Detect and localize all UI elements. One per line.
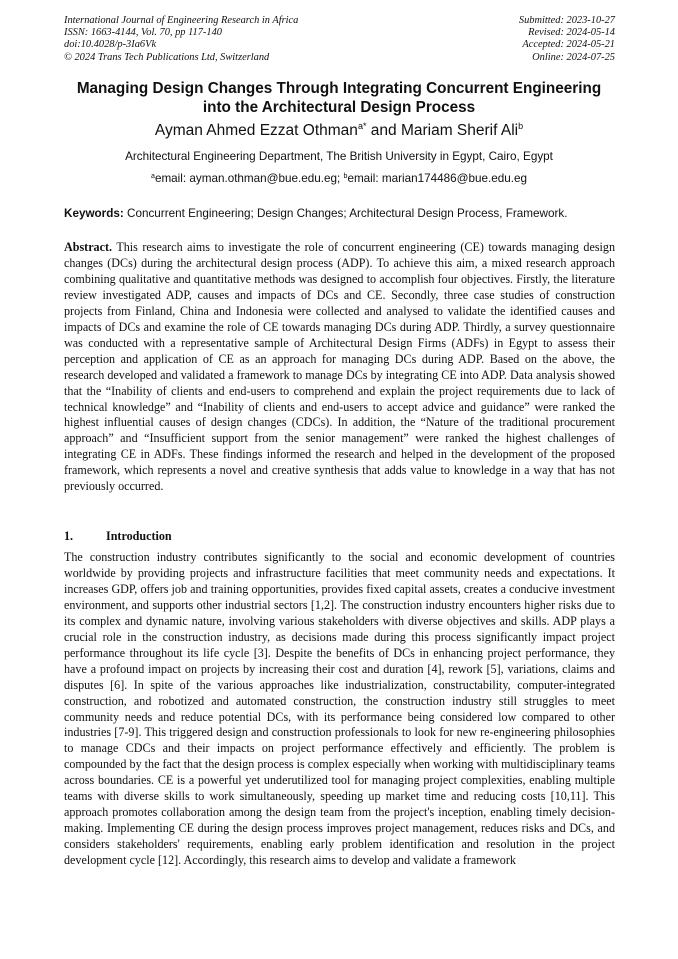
section-title: Introduction	[106, 529, 172, 543]
author-emails	[40, 171, 638, 186]
paper-title	[50, 80, 628, 117]
keywords-label: Keywords:	[64, 207, 124, 220]
submitted-date: Submitted: 2023-10-27	[518, 15, 615, 26]
introduction-paragraph: The construction industry contributes significantly to the social and economic development of countries worldwide by providing projects and infrastructure facilities that meet community needs and expectations. It increases GDP, offers job and training opportunities, provides fixed capital assets, creates a conducive investment environment, and supports other industrial sectors [1,2]. The construction industry encounters higher risks due to its complex and dynamic nature, involving various stakeholders with diverse objectives and skills. ADP plays a crucial role in the construction industry, as decisions made during this process significantly impact project performance throughout its life cycle [3]. Despite the benefits of DCs in enhancing project performance, they have a profound impact on projects by increasing their cost and duration [4], rework [5], variations, claims and disputes [6]. In spite of the various approaches like industrialization, constructability, computer-integrated construction, and robotized and automated construction, the construction industry still struggles to meet community needs and reduce potential DCs, with its performance being considered low compared to other industries [7-9]. This triggered design and construction professionals to look for new re-engineering philosophies to manage CDCs and their impacts on project performance effectively and efficiently. The problem is compounded by the fact that the design process is complex especially when working with multidisciplinary teams across boundaries. CE is a powerful yet underutilized tool for managing project complexities, enabling multiple teams with diverse skills to work simultaneously, speeding up market time and reducing costs [10,11]. This approach promotes collaboration among the design team from the project's inception, enabling timely decision-making. Implementing CE during the design process improves project management, reduces risks and DCs, and considers stakeholders' requirements, enabling early problem identification and resolution in the project development cycle [12]. Accordingly, this research aims to develop and validate a framework	[64, 550, 615, 868]
abstract-text: This research aims to investigate the role of concurrent engineering (CE) towards managing design changes (DCs) during the architectural design process (ADP). To achieve this aim, a mixed research approach combining qualitative and quantitative methods was designed to accomplish four objectives. Firstly, the literature review investigated ADP, causes and impacts of DCs and CE. Secondly, three case studies of construction projects from Finland, China and Indonesia were collected and analysed to validate the identified causes and impacts of DCs and examine the role of CE towards managing DCs during ADP. Thirdly, a survey questionnaire was conducted with a representative sample of Architectural Design Firms (ADFs) in Egypt to assess their perception and application of CE as an approach for managing DCs during ADP. Based on the above, the research developed and validated a framework to manage DCs by integrating CE into ADP. Data analysis showed that the “Inability of clients and end-users to comprehend and explain the project requirements due to lack of technical knowledge” and “Inability of clients and end-users to accept advice and guidance” were ranked the highest influential causes of design changes (CDCs). In addition, the “Nature of the traditional procurement approach” and “Insufficient support from the senior management” were ranked the highest challenges of integrating CE in ADFs. These findings informed the research and helped in the development of the proposed framework, which represents a novel and creative synthesis that adds value to knowledge in a way that has not previously occurred.	[64, 240, 615, 494]
copyright-line: © 2024 Trans Tech Publications Ltd, Switzerland	[64, 51, 270, 63]
publication-dates	[519, 15, 615, 64]
abstract	[64, 240, 615, 495]
doi-line: doi:10.4028/p-3Ia6Vk	[64, 39, 157, 51]
title-line-2: into the Architectural Design Process	[202, 98, 476, 116]
journal-header	[64, 15, 615, 64]
title-line-1: Managing Design Changes Through Integrating Concurrent Engineering	[76, 80, 602, 97]
accepted-date: Accepted: 2024-05-21	[522, 39, 615, 51]
author-connector: and	[366, 122, 401, 139]
section-number: 1.	[64, 529, 74, 543]
author-1: Ayman Ahmed Ezzat Othman	[154, 122, 358, 139]
affiliation: Architectural Engineering Department, The British University in Egypt, Cairo, Egypt	[125, 150, 553, 163]
abstract-label: Abstract.	[64, 240, 113, 254]
online-date: Online: 2024-07-25	[532, 51, 615, 63]
email-a: email: ayman.othman@bue.edu.eg;	[154, 172, 344, 185]
email-b-mark: b	[343, 173, 348, 180]
keywords-text: Concurrent Engineering; Design Changes; Architectural Design Process, Framework.	[123, 207, 568, 220]
email-b: email: marian174486@bue.edu.eg	[347, 172, 527, 185]
section-heading-introduction	[64, 528, 172, 544]
issn-line: ISSN: 1663-4144, Vol. 70, pp 117-140	[64, 27, 222, 39]
journal-name: International Journal of Engineering Research in Africa	[64, 15, 299, 26]
keywords	[64, 206, 615, 221]
email-a-mark: a	[151, 173, 155, 180]
revised-date: Revised: 2024-05-14	[528, 27, 615, 39]
author-2-affiliation-mark: b	[518, 121, 524, 131]
author-list	[40, 121, 638, 140]
journal-info	[64, 15, 298, 64]
author-1-affiliation-mark: a*	[357, 121, 367, 131]
author-2: Mariam Sherif Ali	[400, 122, 519, 139]
